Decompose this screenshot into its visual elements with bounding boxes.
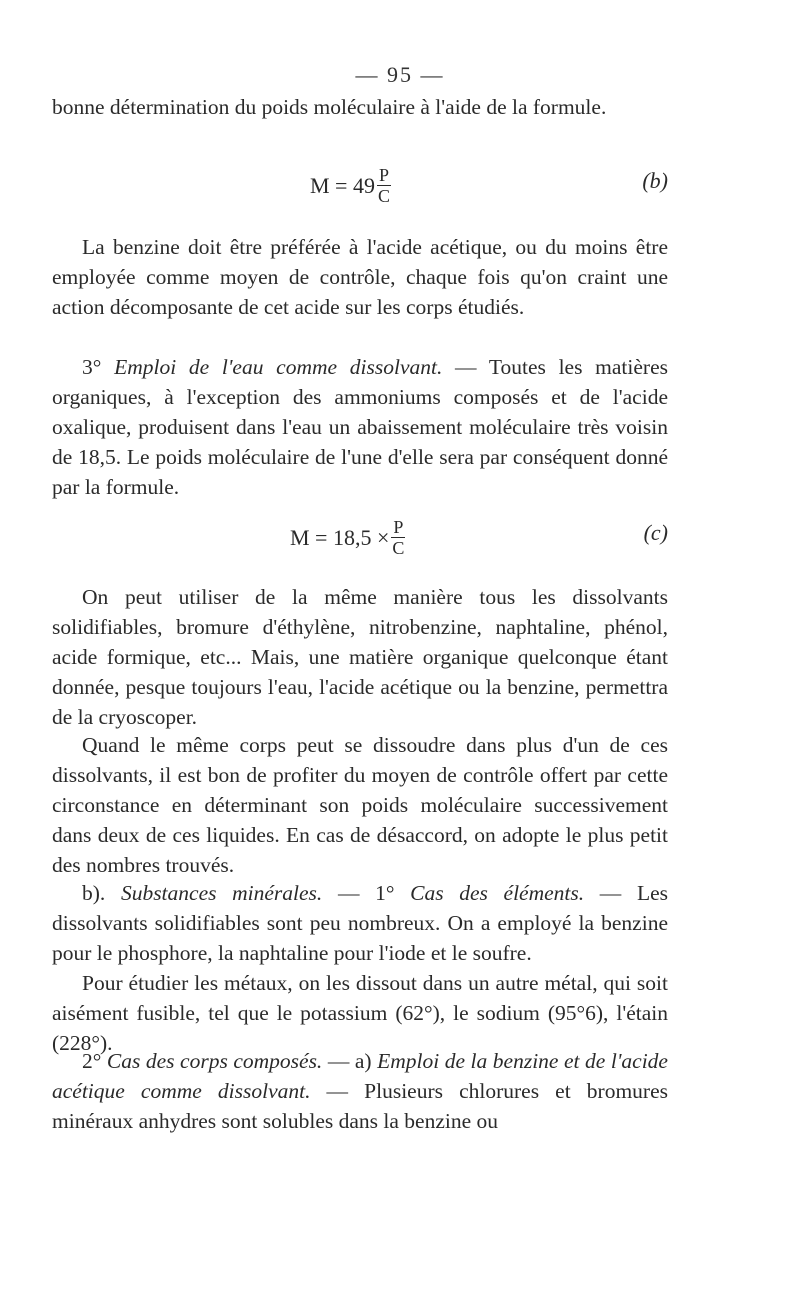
paragraph-text xyxy=(52,878,668,968)
section-letter: b). xyxy=(82,881,121,905)
formula-c-lhs: M = 18,5 × xyxy=(290,524,390,550)
formula-c-denominator: C xyxy=(392,538,405,558)
paragraph-intro xyxy=(52,92,668,122)
subsection-letter: — a) xyxy=(322,1049,378,1073)
formula-c-numerator: P xyxy=(393,517,404,537)
formula-b-fraction xyxy=(377,166,391,205)
subsection-title: Cas des corps composés. xyxy=(106,1049,323,1073)
paragraph-text xyxy=(52,352,668,502)
formula-c-fraction xyxy=(391,518,405,557)
subsection-title: Cas des éléments. xyxy=(410,881,585,905)
paragraph-minerals xyxy=(52,878,668,968)
formula-b-numerator: P xyxy=(378,165,389,185)
paragraph-compounds xyxy=(52,1046,668,1136)
subsection-title-2: Emploi de la benzine et de l'acide acétique comme dissolvant. xyxy=(52,1049,668,1103)
paragraph-benzine xyxy=(52,232,668,322)
paragraph-body: — Les dissolvants solidifiables sont peu nombreux. On a employé la benzine pour le phosphore, la naphtaline pour l'iode et le soufre. xyxy=(52,881,668,965)
subsection-number: — 1° xyxy=(322,881,411,905)
paragraph-control xyxy=(52,730,668,880)
paragraph-text: Quand le même corps peut se dissoudre dans plus d'un de ces dissolvants, il est bon de profiter du moyen de contrôle offert par cette circonstance en déterminant son poids moléculaire successivement dans deux de ces liquides. En cas de désaccord, on adopte le plus petit des nombres trouvés. xyxy=(52,733,668,877)
formula-c-label: (c) xyxy=(643,520,668,545)
paragraph-text xyxy=(52,1046,668,1136)
paragraph-text: Pour étudier les métaux, on les dissout dans un autre métal, qui soit aisément fusible, tel que le potassium (62°), le sodium (95°6), l'étain (228°). xyxy=(52,971,668,1055)
paragraph-solvents xyxy=(52,582,668,732)
section-title: Emploi de l'eau comme dissolvant. xyxy=(114,355,443,379)
formula-b-denominator: C xyxy=(377,186,390,206)
paragraph-text: bonne détermination du poids moléculaire à l'aide de la formule. xyxy=(52,95,607,119)
section-number: 3° xyxy=(82,355,115,379)
formula-c-expression xyxy=(290,518,405,557)
subsection-number: 2° xyxy=(82,1049,107,1073)
paragraph-water xyxy=(52,352,668,502)
formula-b-lhs: M = 49 xyxy=(310,172,375,198)
paragraph-metals xyxy=(52,968,668,1058)
section-title: Substances minérales. xyxy=(120,881,323,905)
paragraph-body: — Toutes les matières organiques, à l'exception des ammoniums composés et de l'acide oxalique, produisent dans l'eau un abaissement moléculaire très voisin de 18,5. Le poids moléculaire de l'une d'elle sera par conséquent donné par la formule. xyxy=(52,355,668,499)
paragraph-text: La benzine doit être préférée à l'acide acétique, ou du moins être employée comme moyen de contrôle, chaque fois qu'on craint une action décomposante de cet acide sur les corps étudiés. xyxy=(52,235,668,319)
paragraph-text: On peut utiliser de la même manière tous les dissolvants solidifiables, bromure d'éthylène, nitrobenzine, naphtaline, phénol, acide formique, etc... Mais, une matière organique quelconque étant donnée, pesque toujours l'eau, l'acide acétique ou la benzine, permettra de la cryoscoper. xyxy=(52,585,668,729)
paragraph-body: — Plusieurs chlorures et bromures minéraux anhydres sont solubles dans la benzine ou xyxy=(52,1079,668,1133)
formula-c xyxy=(52,500,668,560)
formula-b xyxy=(52,148,668,208)
page-number: — 95 — xyxy=(355,62,445,87)
formula-b-expression xyxy=(310,166,391,205)
formula-b-label: (b) xyxy=(642,168,668,193)
